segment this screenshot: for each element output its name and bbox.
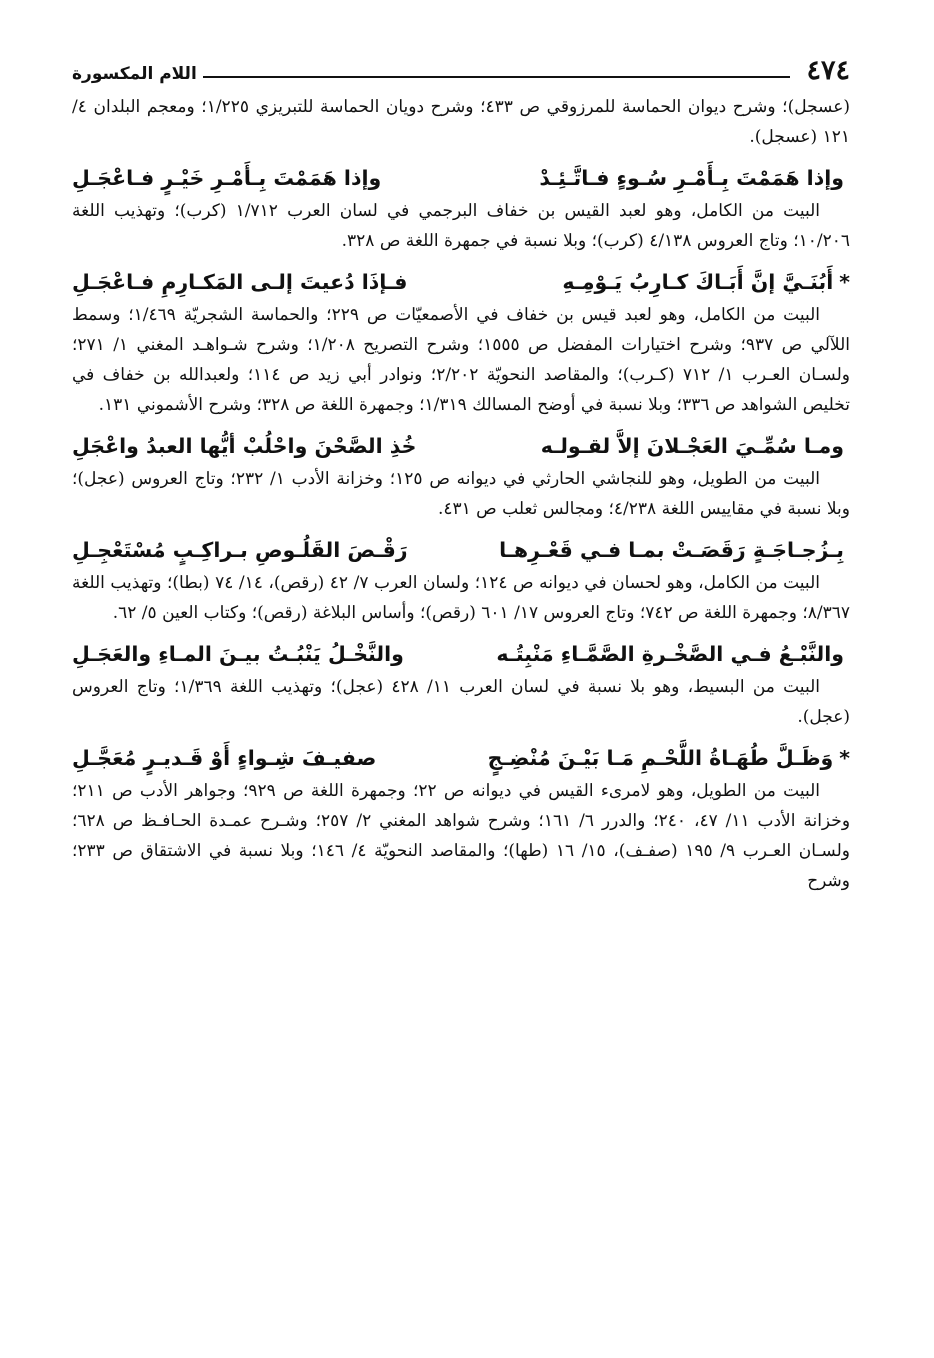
second-hemistich: صفيـفَ شِـواءٍ أَوْ قَـديـرٍ مُعَجَّـلِ [72,746,377,770]
verse-entry [72,256,850,420]
verse-entry [72,420,850,524]
verse-line [72,524,850,568]
page-number: ٤٧٤ [806,55,850,86]
verse-line [72,256,850,300]
verse-commentary: البيت من الكامل، وهو لعبد القيس بن خفاف البرجمي في لسان العرب ١/٧١٢ (كرب)؛ وتهذيب اللغة ١٠/٢٠٦؛ وتاج العروس ٤/١٣٨ (كرب)؛ وبلا نسبة في جمهرة اللغة ص ٣٢٨. [72,201,850,251]
verse-line [72,732,850,776]
running-header [72,52,850,86]
verse-commentary: البيت من الطويل، وهو للنجاشي الحارثي في ديوانه ص ١٢٥؛ وخزانة الأدب ١/ ٢٣٢؛ وتاج العروس (عجل)؛ وبلا نسبة في مقاييس اللغة ٤/٢٣٨؛ ومجالس ثعلب ص ٤٣١. [72,469,850,519]
verse-entry [72,628,850,732]
verse-commentary: البيت من الكامل، وهو لعبد قيس بن خفاف في الأصمعيّات ص ٢٢٩؛ والحماسة الشجريّة ١/٤٦٩؛ وسمط اللآلي ص ٩٣٧؛ وشرح اختيارات المفضل ص ١٥٥٥؛ وشرح التصريح ١/٢٠٨؛ وشرح شـواهـد المغني ١/ ٢٧١؛ ولسـان العـرب ١/ ٧١٢ (كـرب)؛ والمقاصد النحويّة ٢/٢٠٢؛ ونوادر أبي زيد ص ١١٤؛ ولعبدالله بن خفاف في تخليص الشواهد ص ٣٣٦؛ وبلا نسبة في أوضح المسالك ١/٣١٩؛ وجمهرة اللغة ص ٣٢٨؛ وشرح الأشموني ١٣١. [72,305,850,415]
section-title: اللام المكسورة [72,64,197,84]
second-hemistich: رَقْـصَ القَلُـوصِ بـراكِـبٍ مُسْتَعْجِـلِ [72,538,408,562]
opening-continuation: (عسجل)؛ وشرح ديوان الحماسة للمرزوقي ص ٤٣٣؛ وشرح دويان الحماسة للتبريزي ١/٢٢٥؛ ومعجم البلدان ٤/ ١٢١ (عسجل). [72,97,850,147]
second-hemistich: وإذا هَمَمْتَ بِـأَمْـرِ خَيْـرٍ فـاعْجَـلِ [72,166,382,190]
verse-commentary: البيت من البسيط، وهو بلا نسبة في لسان العرب ١١/ ٤٢٨ (عجل)؛ وتهذيب اللغة ١/٣٦٩؛ وتاج العروس (عجل). [72,677,850,727]
book-page [72,52,850,1342]
verse-entry [72,732,850,896]
header-rule [203,76,791,78]
star-marker: * [839,746,850,770]
verse-entry [72,152,850,256]
second-hemistich: فـإذَا دُعيتَ إلـى المَكـارِمِ فـاعْجَـلِ [72,270,408,294]
verse-line [72,420,850,464]
verse-commentary: البيت من الطويل، وهو لامرىء القيس في ديوانه ص ٢٢؛ وجمهرة اللغة ص ٩٢٩؛ وجواهر الأدب ص ٢١١؛ وخزانة الأدب ١١/ ٤٧، ٢٤٠؛ والدرر ٦/ ١٦١؛ وشرح شواهد المغني ٢/ ٢٥٧؛ وشـرح عمـدة الحـافـظ ص ٦٢٨؛ ولسـان العـرب ٩/ ١٩٥ (صفـف)، ١٥/ ١٦ (طها)؛ والمقاصد النحويّة ٤/ ١٤٦؛ وبلا نسبة في الاشتقاق ص ٢٣٣؛ وشرح [72,781,851,891]
star-marker: * [839,270,850,294]
second-hemistich: والنَّخْـلُ يَنْبُـتُ بيـنَ المـاءِ والعَجَـلِ [72,642,404,666]
first-hemistich: وإذا هَمَمْتَ بِـأَمْـرِ سُـوءٍ فـاتَّـئِـدْ [539,166,844,190]
first-hemistich: *وَظَـلَّ طُهَـاةُ اللَّحْـمِ مَـا بَيْـنَ مُنْضِـجٍ [487,746,850,770]
second-hemistich: خُذِ الصَّحْنَ واحْلُبْ أيُّها العبدُ واعْجَلِ [72,434,417,458]
first-hemistich: *أَبُنَـيَّ إنَّ أَبَـاكَ كـارِبُ يَـوْمِـهِ [562,270,850,294]
verse-entry [72,524,850,628]
verse-line [72,152,850,196]
first-hemistich: ومـا سُمِّـيَ العَجْـلانَ إلاَّ لقـولـه [540,434,844,458]
verse-line [72,628,850,672]
first-hemistich: بِـزُجـاجَـةٍ رَقَصَـتْ بمـا فـي قَعْـرِهـا [499,538,844,562]
verse-commentary: البيت من الكامل، وهو لحسان في ديوانه ص ١٢٤؛ ولسان العرب ٧/ ٤٢ (رقص)، ١٤/ ٧٤ (بطا)؛ وتهذيب اللغة ٨/٣٦٧؛ وجمهرة اللغة ص ٧٤٢؛ وتاج العروس ١٧/ ٦٠١ (رقص)؛ وأساس البلاغة (رقص)؛ وكتاب العين ٥/ ٦٢. [72,573,850,623]
first-hemistich: والنَّبْـعُ فـي الصَّخْـرةِ الصَّمَّـاءِ مَنْبِتُـه [496,642,844,666]
